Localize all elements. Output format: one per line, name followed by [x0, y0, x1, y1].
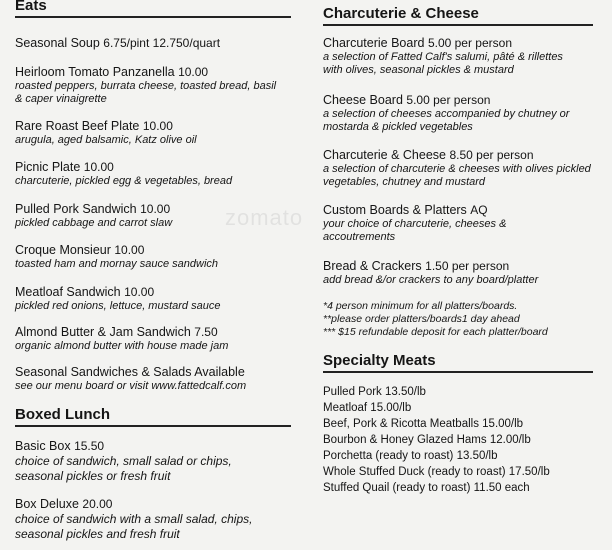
- note-line: *4 person minimum for all platters/boards.: [323, 300, 518, 312]
- menu-item: [15, 497, 305, 542]
- item-price: 5.00 per person: [427, 36, 512, 50]
- section-title-boxed-lunch: Boxed Lunch: [15, 406, 291, 427]
- section-title-specialty-meats: Specialty Meats: [323, 352, 593, 373]
- menu-item: [15, 65, 305, 106]
- menu-item: [323, 203, 608, 244]
- item-description: roasted peppers, burrata cheese, toasted bread, basil & caper vinaigrette: [15, 80, 277, 105]
- item-price: AQ: [470, 203, 488, 217]
- menu-item: [323, 36, 608, 77]
- menu-item: [15, 243, 305, 271]
- item-description: a selection of Fatted Calf's salumi, pâté & rillettes with olives, seasonal pickles & mustard: [323, 51, 563, 76]
- item-price: 8.50 per person: [449, 148, 534, 162]
- item-price: 10.00: [178, 65, 209, 79]
- item-price: 5.00 per person: [406, 93, 491, 107]
- meat-item: Porchetta (ready to roast) 13.50/lb: [323, 450, 498, 462]
- item-description: choice of sandwich with a small salad, chips, seasonal pickles and fresh fruit: [15, 512, 253, 541]
- menu-item: [15, 365, 305, 393]
- meat-item: Stuffed Quail (ready to roast) 11.50 each: [323, 482, 530, 494]
- item-price: 10.00: [142, 119, 173, 133]
- item-price: 7.50: [194, 325, 218, 339]
- item-description: organic almond butter with house made jam: [15, 340, 229, 352]
- item-name: Bread & Crackers: [323, 259, 422, 273]
- item-name: Seasonal Sandwiches & Salads Available: [15, 365, 245, 379]
- item-name: Picnic Plate: [15, 160, 81, 174]
- note-line: **please order platters/boards1 day ahead: [323, 313, 520, 325]
- ordering-notes: [323, 300, 608, 339]
- section-title-charcuterie: Charcuterie & Cheese: [323, 5, 593, 26]
- item-description: choice of sandwich, small salad or chips, seasonal pickles or fresh fruit: [15, 454, 232, 483]
- menu-item: [15, 285, 305, 313]
- section-title-eats: Eats: [15, 0, 291, 18]
- item-name: Rare Roast Beef Plate: [15, 119, 140, 133]
- item-name: Cheese Board: [323, 93, 403, 107]
- item-description: pickled red onions, lettuce, mustard sauce: [15, 300, 221, 312]
- item-name: Seasonal Soup: [15, 36, 100, 50]
- meats-list: [323, 384, 608, 496]
- item-description: charcuterie, pickled egg & vegetables, bread: [15, 175, 233, 187]
- item-price: 10.00: [83, 160, 114, 174]
- item-description: arugula, aged balsamic, Katz olive oil: [15, 134, 197, 146]
- item-name: Basic Box: [15, 439, 71, 453]
- item-name: Meatloaf Sandwich: [15, 285, 121, 299]
- note-line: *** $15 refundable deposit for each platter/board: [323, 326, 548, 338]
- item-price: 6.75/pint 12.750/quart: [103, 36, 221, 50]
- menu-item: [15, 439, 305, 484]
- item-description: a selection of charcuterie & cheeses with olives pickled vegetables, chutney and mustard: [323, 163, 591, 188]
- menu-item: [15, 325, 305, 353]
- menu-item: [15, 202, 305, 230]
- item-description: see our menu board or visit www.fattedcalf.com: [15, 380, 247, 392]
- item-price: 10.00: [114, 243, 145, 257]
- item-name: Almond Butter & Jam Sandwich: [15, 325, 191, 339]
- item-price: 20.00: [82, 497, 113, 511]
- meat-item: Meatloaf 15.00/lb: [323, 402, 412, 414]
- item-price: 10.00: [124, 285, 155, 299]
- item-price: 10.00: [140, 202, 171, 216]
- item-price: 15.50: [74, 439, 105, 453]
- item-description: pickled cabbage and carrot slaw: [15, 217, 173, 229]
- menu-item: [323, 148, 608, 189]
- item-name: Heirloom Tomato Panzanella: [15, 65, 175, 79]
- item-name: Charcuterie Board: [323, 36, 425, 50]
- menu-item: [15, 119, 305, 147]
- menu-item: [323, 259, 608, 287]
- menu-item: [15, 160, 305, 188]
- item-name: Croque Monsieur: [15, 243, 111, 257]
- menu-item: [15, 36, 305, 51]
- meat-item: Beef, Pork & Ricotta Meatballs 15.00/lb: [323, 418, 524, 430]
- item-description: add bread &/or crackers to any board/platter: [323, 274, 539, 286]
- watermark: zomato: [225, 205, 304, 230]
- item-description: your choice of charcuterie, cheeses & accoutrements: [323, 218, 507, 243]
- menu-item: [323, 93, 608, 134]
- item-name: Custom Boards & Platters: [323, 203, 467, 217]
- meat-item: Bourbon & Honey Glazed Hams 12.00/lb: [323, 434, 531, 446]
- meat-item: Pulled Pork 13.50/lb: [323, 386, 426, 398]
- item-name: Box Deluxe: [15, 497, 79, 511]
- item-description: a selection of cheeses accompanied by chutney or mostarda & pickled vegetables: [323, 108, 570, 133]
- item-price: 1.50 per person: [425, 259, 510, 273]
- meat-item: Whole Stuffed Duck (ready to roast) 17.50/lb: [323, 466, 550, 478]
- item-description: toasted ham and mornay sauce sandwich: [15, 258, 219, 270]
- item-name: Pulled Pork Sandwich: [15, 202, 137, 216]
- item-name: Charcuterie & Cheese: [323, 148, 446, 162]
